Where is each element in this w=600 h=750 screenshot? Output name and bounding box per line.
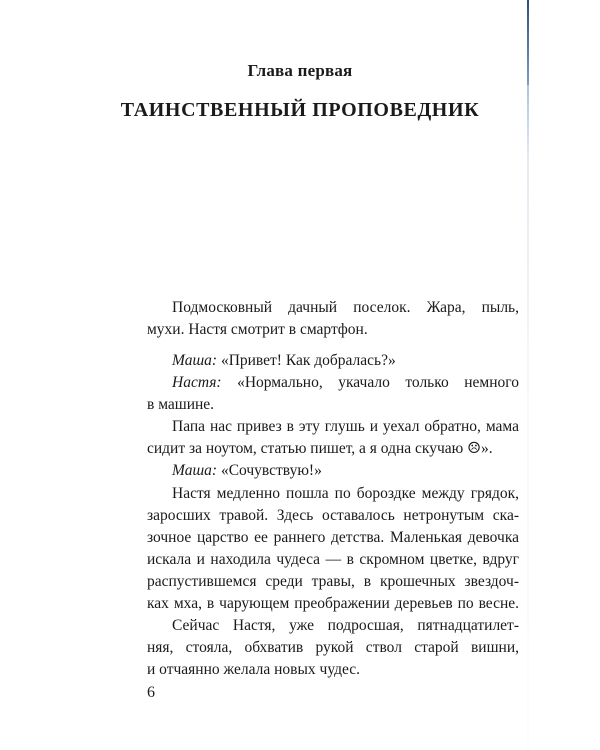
paragraph-intro [147, 297, 519, 341]
chapter-title: ТАИНСТВЕННЫЙ ПРОПОВЕДНИК [120, 99, 480, 121]
text-line: Сейчас Настя, уже подросшая, пятнадцатилет- [172, 617, 519, 634]
chapter-label: Глава первая [247, 61, 353, 80]
text-line: в машине. [147, 396, 215, 413]
dialogue-text: «Привет! Как добралась?» [220, 352, 396, 369]
text-line: Подмосковный дачный поселок. Жара, пыль, [172, 299, 519, 316]
paragraph-garden [147, 483, 519, 615]
page-number: 6 [147, 684, 155, 701]
dialogue-line-nastya [147, 372, 519, 394]
speaker-name: Настя: [172, 374, 222, 391]
text-line: сидит за ноутом, статью пишет, а я одна скучаю ☹». [147, 440, 493, 457]
text-line: зочное царство ее раннего детства. Маленькая девочка [147, 529, 519, 546]
dialogue-line-masha [147, 350, 519, 372]
text-line: и отчаянно желала новых чудес. [147, 661, 361, 678]
text-line: мухи. Настя смотрит в смартфон. [147, 321, 368, 338]
dialogue-block [147, 350, 519, 482]
text-line: искала и находила чудеса — в скромном цветке, вдруг [147, 551, 519, 568]
text-line: няя, стояла, обхватив рукой ствол старой вишни, [147, 639, 519, 656]
dialogue-text: «Нормально, укачало только немного [237, 374, 519, 391]
text-line: ках мха, в чарующем преображении деревьев по весне. [147, 595, 519, 612]
text-line: распустившемся среди травы, в крошечных звездоч- [147, 573, 519, 590]
paragraph-wish [147, 615, 519, 681]
text-line: Настя медленно пошла по бороздке между грядок, [172, 485, 519, 502]
text-line: заросших травой. Здесь оставалось нетронутым ска- [147, 507, 519, 524]
dialogue-line-masha [147, 460, 519, 482]
speaker-name: Маша: [172, 462, 218, 479]
dialogue-text: «Сочувствую!» [220, 462, 322, 479]
speaker-name: Маша: [172, 352, 218, 369]
text-line: Папа нас привез в эту глушь и уехал обратно, мама [172, 418, 519, 435]
